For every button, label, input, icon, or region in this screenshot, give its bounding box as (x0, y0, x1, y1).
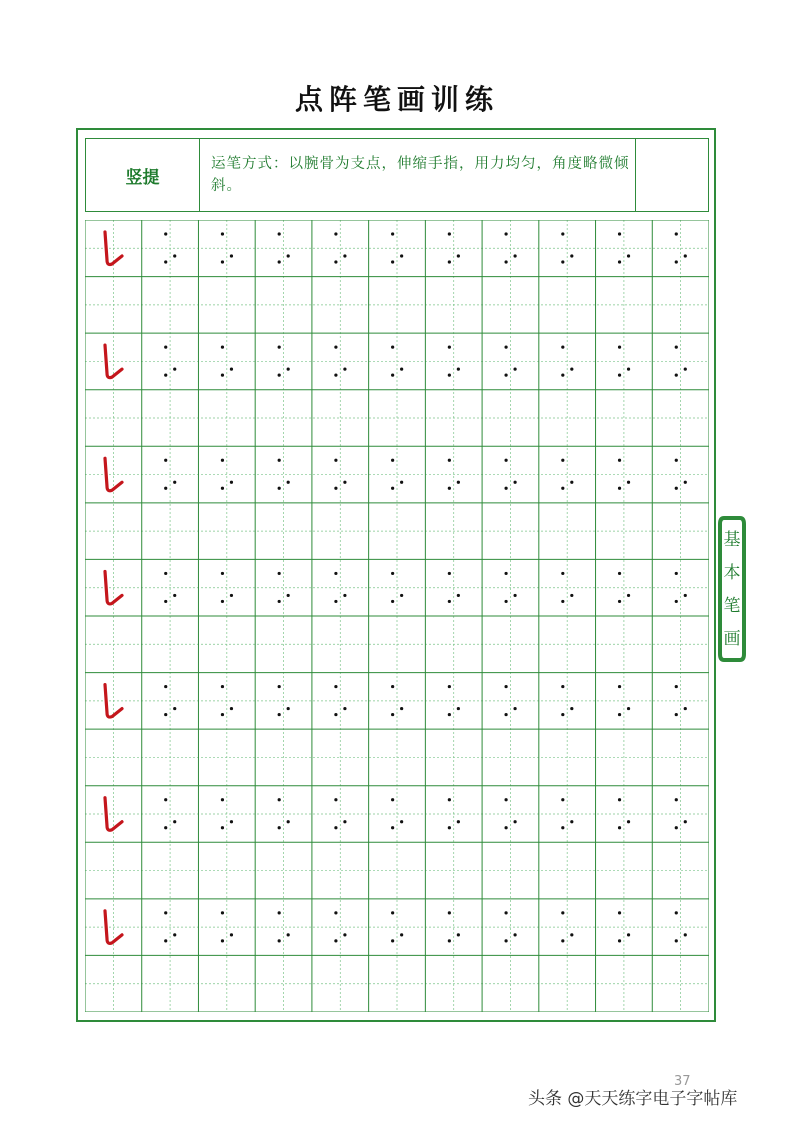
guide-dot (334, 685, 337, 688)
guide-dot (287, 707, 290, 710)
guide-dot (561, 572, 564, 575)
guide-dot (287, 254, 290, 257)
guide-dot (391, 939, 394, 942)
guide-dot (448, 572, 451, 575)
guide-dot (504, 260, 507, 263)
guide-dot (164, 939, 167, 942)
guide-dot (343, 820, 346, 823)
guide-dot (400, 820, 403, 823)
guide-dot (334, 572, 337, 575)
guide-dot (570, 820, 573, 823)
guide-dot (457, 368, 460, 371)
guide-dot (561, 713, 564, 716)
guide-dot (675, 459, 678, 462)
guide-dot (334, 487, 337, 490)
guide-dot (164, 459, 167, 462)
guide-dot (221, 798, 224, 801)
guide-dot (164, 487, 167, 490)
guide-dot (343, 254, 346, 257)
guide-dot (391, 374, 394, 377)
guide-dot (221, 685, 224, 688)
guide-dot (561, 600, 564, 603)
guide-dot (400, 481, 403, 484)
guide-dot (457, 933, 460, 936)
guide-dot (675, 685, 678, 688)
guide-dot (391, 346, 394, 349)
guide-dot (684, 707, 687, 710)
guide-dot (448, 459, 451, 462)
guide-dot (221, 826, 224, 829)
side-tab (718, 516, 746, 662)
guide-dot (457, 707, 460, 710)
guide-dot (675, 911, 678, 914)
guide-dot (504, 798, 507, 801)
guide-dot (230, 481, 233, 484)
guide-dot (164, 232, 167, 235)
watermark: 头条 @天天练字电子字帖库 (528, 1089, 738, 1109)
guide-dot (221, 232, 224, 235)
side-tab-char: 画 (723, 629, 741, 649)
guide-dot (230, 820, 233, 823)
guide-dot (278, 939, 281, 942)
guide-dot (561, 260, 564, 263)
guide-dot (173, 594, 176, 597)
guide-dot (391, 600, 394, 603)
guide-dot (561, 487, 564, 490)
guide-dot (457, 820, 460, 823)
guide-dot (173, 933, 176, 936)
guide-dot (164, 713, 167, 716)
guide-dot (343, 481, 346, 484)
guide-dot (618, 713, 621, 716)
guide-dot (561, 459, 564, 462)
guide-dot (570, 254, 573, 257)
guide-dot (513, 820, 516, 823)
guide-dot (618, 232, 621, 235)
guide-dot (287, 933, 290, 936)
guide-dot (504, 572, 507, 575)
guide-dot (391, 232, 394, 235)
guide-dot (504, 939, 507, 942)
guide-dot (164, 374, 167, 377)
guide-dot (164, 600, 167, 603)
guide-dot (618, 260, 621, 263)
guide-dot (570, 707, 573, 710)
guide-dot (230, 707, 233, 710)
guide-dot (221, 713, 224, 716)
guide-dot (334, 459, 337, 462)
guide-dot (561, 911, 564, 914)
guide-dot (221, 572, 224, 575)
guide-dot (618, 487, 621, 490)
guide-dot (334, 232, 337, 235)
guide-dot (334, 374, 337, 377)
guide-dot (448, 826, 451, 829)
guide-dot (675, 260, 678, 263)
side-tab-label (718, 524, 746, 656)
guide-dot (287, 594, 290, 597)
guide-dot (164, 260, 167, 263)
guide-dot (334, 939, 337, 942)
guide-dot (278, 826, 281, 829)
guide-dot (504, 713, 507, 716)
guide-dot (343, 707, 346, 710)
guide-dot (230, 368, 233, 371)
guide-dot (457, 481, 460, 484)
guide-dot (513, 481, 516, 484)
guide-dot (618, 600, 621, 603)
guide-dot (675, 939, 678, 942)
guide-dot (278, 232, 281, 235)
guide-dot (278, 374, 281, 377)
guide-dot (391, 685, 394, 688)
guide-dot (618, 459, 621, 462)
guide-dot (513, 368, 516, 371)
guide-dot (164, 346, 167, 349)
guide-dot (504, 826, 507, 829)
guide-dot (684, 481, 687, 484)
guide-dot (278, 459, 281, 462)
guide-dot (278, 798, 281, 801)
guide-dot (391, 826, 394, 829)
guide-dot (278, 572, 281, 575)
guide-dot (561, 346, 564, 349)
guide-dot (618, 939, 621, 942)
guide-dot (513, 594, 516, 597)
guide-dot (334, 826, 337, 829)
guide-dot (221, 487, 224, 490)
guide-dot (400, 933, 403, 936)
guide-dot (618, 826, 621, 829)
guide-dot (561, 798, 564, 801)
guide-dot (334, 346, 337, 349)
guide-dot (278, 911, 281, 914)
guide-dot (391, 713, 394, 716)
guide-dot (221, 374, 224, 377)
guide-dot (230, 254, 233, 257)
guide-dot (278, 600, 281, 603)
guide-dot (173, 707, 176, 710)
guide-dot (221, 939, 224, 942)
guide-dot (627, 368, 630, 371)
guide-dot (675, 374, 678, 377)
grid-canvas (85, 220, 709, 1012)
guide-dot (164, 826, 167, 829)
guide-dot (684, 820, 687, 823)
guide-dot (513, 707, 516, 710)
page-number: 37 (674, 1074, 691, 1089)
side-tab-char: 本 (723, 563, 741, 583)
guide-dot (391, 911, 394, 914)
guide-dot (334, 260, 337, 263)
guide-dot (221, 600, 224, 603)
guide-dot (343, 933, 346, 936)
guide-dot (618, 798, 621, 801)
guide-dot (278, 713, 281, 716)
guide-dot (675, 798, 678, 801)
guide-dot (684, 933, 687, 936)
guide-dot (173, 481, 176, 484)
guide-dot (334, 713, 337, 716)
guide-dot (448, 798, 451, 801)
guide-dot (618, 572, 621, 575)
guide-dot (675, 572, 678, 575)
guide-dot (570, 594, 573, 597)
guide-dot (448, 232, 451, 235)
guide-dot (278, 487, 281, 490)
guide-dot (504, 232, 507, 235)
guide-dot (400, 707, 403, 710)
guide-dot (221, 911, 224, 914)
guide-dot (675, 600, 678, 603)
guide-dot (230, 594, 233, 597)
guide-dot (230, 933, 233, 936)
guide-dot (561, 826, 564, 829)
guide-dot (173, 820, 176, 823)
guide-dot (675, 826, 678, 829)
guide-dot (448, 713, 451, 716)
guide-dot (400, 594, 403, 597)
guide-dot (457, 594, 460, 597)
guide-dot (391, 260, 394, 263)
guide-dot (504, 600, 507, 603)
guide-dot (684, 254, 687, 257)
guide-dot (561, 232, 564, 235)
guide-dot (278, 260, 281, 263)
guide-dot (513, 933, 516, 936)
side-tab-char: 基 (723, 530, 741, 550)
page-title: 点阵笔画训练 (294, 83, 499, 116)
guide-dot (221, 346, 224, 349)
guide-dot (173, 254, 176, 257)
guide-dot (400, 254, 403, 257)
guide-dot (448, 939, 451, 942)
header-box (85, 138, 709, 212)
guide-dot (561, 939, 564, 942)
guide-dot (570, 933, 573, 936)
guide-dot (627, 594, 630, 597)
guide-dot (570, 368, 573, 371)
guide-dot (287, 368, 290, 371)
guide-dot (164, 685, 167, 688)
guide-dot (221, 459, 224, 462)
practice-grid (85, 220, 709, 1012)
guide-dot (504, 911, 507, 914)
guide-dot (448, 487, 451, 490)
guide-dot (448, 685, 451, 688)
guide-dot (287, 820, 290, 823)
guide-dot (561, 685, 564, 688)
guide-dot (334, 798, 337, 801)
guide-dot (513, 254, 516, 257)
guide-dot (627, 820, 630, 823)
guide-dot (675, 232, 678, 235)
guide-dot (343, 594, 346, 597)
guide-dot (627, 707, 630, 710)
guide-dot (343, 368, 346, 371)
stroke-name: 竖提 (86, 139, 200, 211)
guide-dot (221, 260, 224, 263)
guide-dot (278, 346, 281, 349)
header-divider (635, 139, 636, 211)
guide-dot (618, 346, 621, 349)
guide-dot (504, 374, 507, 377)
guide-dot (618, 685, 621, 688)
guide-dot (618, 374, 621, 377)
guide-dot (675, 713, 678, 716)
guide-dot (334, 911, 337, 914)
guide-dot (684, 594, 687, 597)
guide-dot (448, 260, 451, 263)
guide-dot (504, 487, 507, 490)
side-tab-char: 笔 (723, 596, 741, 616)
guide-dot (504, 346, 507, 349)
guide-dot (164, 572, 167, 575)
stroke-instructions: 运笔方式：以腕骨为支点，伸缩手指，用力均匀，角度略微倾斜。 (211, 156, 630, 194)
guide-dot (448, 600, 451, 603)
guide-dot (504, 459, 507, 462)
guide-dot (618, 911, 621, 914)
guide-dot (334, 600, 337, 603)
guide-dot (457, 254, 460, 257)
guide-dot (448, 911, 451, 914)
guide-dot (627, 481, 630, 484)
guide-dot (278, 685, 281, 688)
guide-dot (164, 911, 167, 914)
guide-dot (684, 368, 687, 371)
guide-dot (164, 798, 167, 801)
guide-dot (675, 346, 678, 349)
guide-dot (391, 487, 394, 490)
guide-dot (391, 459, 394, 462)
guide-dot (448, 346, 451, 349)
guide-dot (173, 368, 176, 371)
guide-dot (400, 368, 403, 371)
guide-dot (627, 254, 630, 257)
guide-dot (448, 374, 451, 377)
guide-dot (287, 481, 290, 484)
guide-dot (675, 487, 678, 490)
guide-dot (561, 374, 564, 377)
guide-dot (627, 933, 630, 936)
guide-dot (570, 481, 573, 484)
guide-dot (391, 798, 394, 801)
guide-dot (391, 572, 394, 575)
guide-dot (504, 685, 507, 688)
